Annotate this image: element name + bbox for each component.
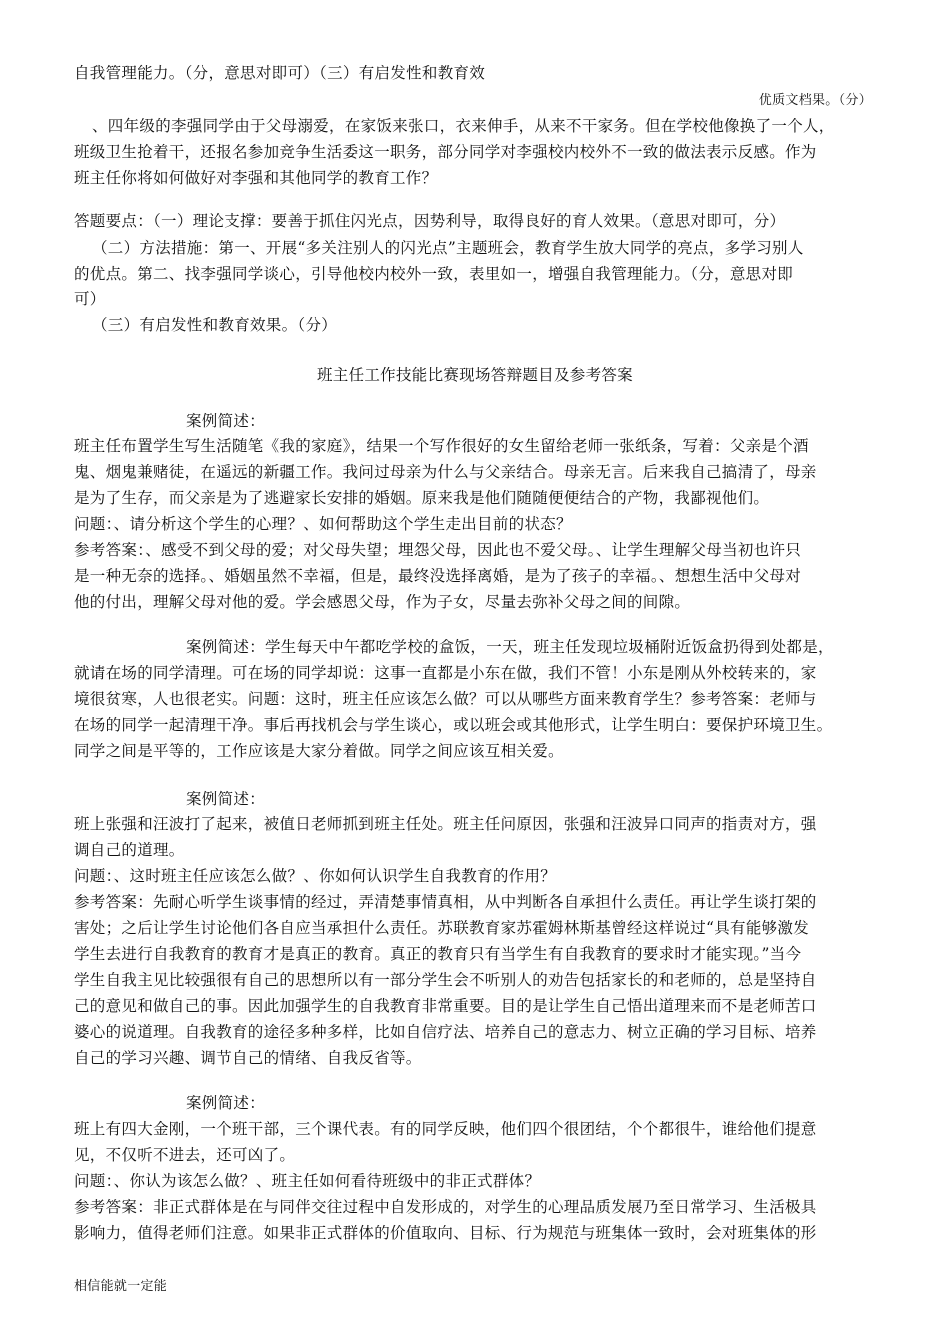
text-line: 、四年级的李强同学由于父母溺爱，在家饭来张口，衣来伸手，从来不干家务。但在学校他像换了一个人， — [92, 117, 835, 135]
text-line: 是为了生存，而父亲是为了逃避家长安排的婚姻。原来我是他们随随便便结合的产物，我鄙视他们。 — [74, 489, 770, 507]
text-line: 己的意见和做自己的事。因此加强学生的自我教育非常重要。目的是让学生自己悟出道理来而不是老师苦口 — [74, 997, 817, 1015]
text-line: 在场的同学一起清理干净。事后再找机会与学生谈心，或以班会或其他形式，让学生明白：要保护环境卫生。 — [74, 716, 833, 734]
section-title: 班主任工作技能比赛现场答辩题目及参考答案 — [316, 366, 633, 384]
text-line: 自我管理能力。（分，意思对即可）（三）有启发性和教育效 — [74, 64, 486, 82]
text-line: 的优点。第二、找李强同学谈心，引导他校内校外一致，表里如一，增强自我管理能力。（分，意思对即 — [74, 265, 794, 283]
text-line: 班主任你将如何做好对李强和其他同学的教育工作？ — [74, 169, 438, 187]
text-line: 班主任布置学生写生活随笔《我的家庭》，结果一个写作很好的女生留给老师一张纸条，写着：父亲是个酒 — [74, 437, 809, 455]
text-line: 问题：、请分析这个学生的心理？、如何帮助这个学生走出目前的状态？ — [74, 515, 572, 533]
text-line: 参考答案：先耐心听学生谈事情的经过，弄清楚事情真相，从中判断各自承担什么责任。再让学生谈打架的 — [74, 893, 817, 911]
case-heading: 案例简述： — [186, 1094, 266, 1112]
case-heading: 案例简述： — [186, 412, 266, 430]
case-heading: 案例简述：学生每天中午都吃学校的盒饭，一天，班主任发现垃圾桶附近饭盒扔得到处都是， — [186, 638, 834, 656]
text-line: 班级卫生抢着干，还报名参加竞争生活委这一职务，部分同学对李强校内校外不一致的做法表示反感。作为 — [74, 143, 817, 161]
case-heading: 案例简述： — [186, 790, 266, 808]
page-footer: 相信能就一定能 — [74, 1279, 168, 1294]
text-line: 优质文档果。（分） — [758, 93, 872, 108]
text-line: 答题要点：（一）理论支撑：要善于抓住闪光点，因势利导，取得良好的育人效果。（意思对即可，分） — [74, 212, 786, 230]
text-line: 班上有四大金刚，一个班干部，三个课代表。有的同学反映，他们四个很团结，个个都很牛，谁给他们提意 — [74, 1120, 817, 1138]
text-line: 鬼、烟鬼兼赌徒，在遥远的新疆工作。我问过母亲为什么与父亲结合。母亲无言。后来我自己搞清了，母亲 — [74, 463, 817, 481]
text-line: 见，不仅听不进去，还可凶了。 — [74, 1146, 296, 1164]
text-line: 影响力，值得老师们注意。如果非正式群体的价值取向、目标、行为规范与班集体一致时，会对班集体的形 — [74, 1224, 817, 1242]
text-line: 是一种无奈的选择。、婚姻虽然不幸福，但是，最终没选择离婚，是为了孩子的幸福。、想想生活中父母对 — [74, 567, 802, 585]
text-line: 班上张强和汪波打了起来，被值日老师抓到班主任处。班主任问原因，张强和汪波异口同声的指责对方，强 — [74, 815, 817, 833]
text-line: 学生去进行自我教育的教育才是真正的教育。真正的教育只有当学生有自我教育的要求时才能实现。”当今 — [74, 945, 802, 963]
text-line: 可） — [74, 290, 106, 308]
text-line: 婆心的说道理。自我教育的途径多种多样，比如自信疗法、培养自己的意志力、树立正确的学习目标、培养 — [74, 1023, 817, 1041]
text-line: 问题：、你认为该怎么做？、班主任如何看待班级中的非正式群体？ — [74, 1172, 541, 1190]
text-line: 害处；之后让学生讨论他们各自应当承担什么责任。苏联教育家苏霍姆林斯基曾经这样说过“具有能够激发 — [74, 919, 810, 937]
text-line: 境很贫寒，人也很老实。问题：这时，班主任应该怎么做？可以从哪些方面来教育学生？参考答案：老师与 — [74, 690, 817, 708]
text-line: 调自己的道理。 — [74, 841, 185, 859]
text-line: 自己的学习兴趣、调节自己的情绪、自我反省等。 — [74, 1049, 422, 1067]
text-line: 他的付出，理解父母对他的爱。学会感恩父母，作为子女，尽量去弥补父母之间的间隙。 — [74, 593, 691, 611]
text-line: 问题：、这时班主任应该怎么做？、你如何认识学生自我教育的作用？ — [74, 867, 557, 885]
text-line: （三）有启发性和教育效果。（分） — [92, 316, 338, 334]
text-line: 参考答案：非正式群体是在与同伴交往过程中自发形成的，对学生的心理品质发展乃至日常学习、生活极具 — [74, 1198, 817, 1216]
text-line: 同学之间是平等的，工作应该是大家分着做。同学之间应该互相关爱。 — [74, 742, 564, 760]
text-line: 参考答案：、感受不到父母的爱；对父母失望；埋怨父母，因此也不爱父母。、让学生理解父母当初也许只 — [74, 541, 802, 559]
text-line: （二）方法措施：第一、开展“多关注别人的闪光点”主题班会，教育学生放大同学的亮点，多学习别人 — [92, 239, 804, 257]
text-line: 学生自我主见比较强很有自己的思想所以有一部分学生会不听别人的劝告包括家长的和老师的，总是坚持自 — [74, 971, 817, 989]
text-line: 就请在场的同学清理。可在场的同学却说：这事一直都是小东在做，我们不管！小东是刚从外校转来的，家 — [74, 664, 817, 682]
